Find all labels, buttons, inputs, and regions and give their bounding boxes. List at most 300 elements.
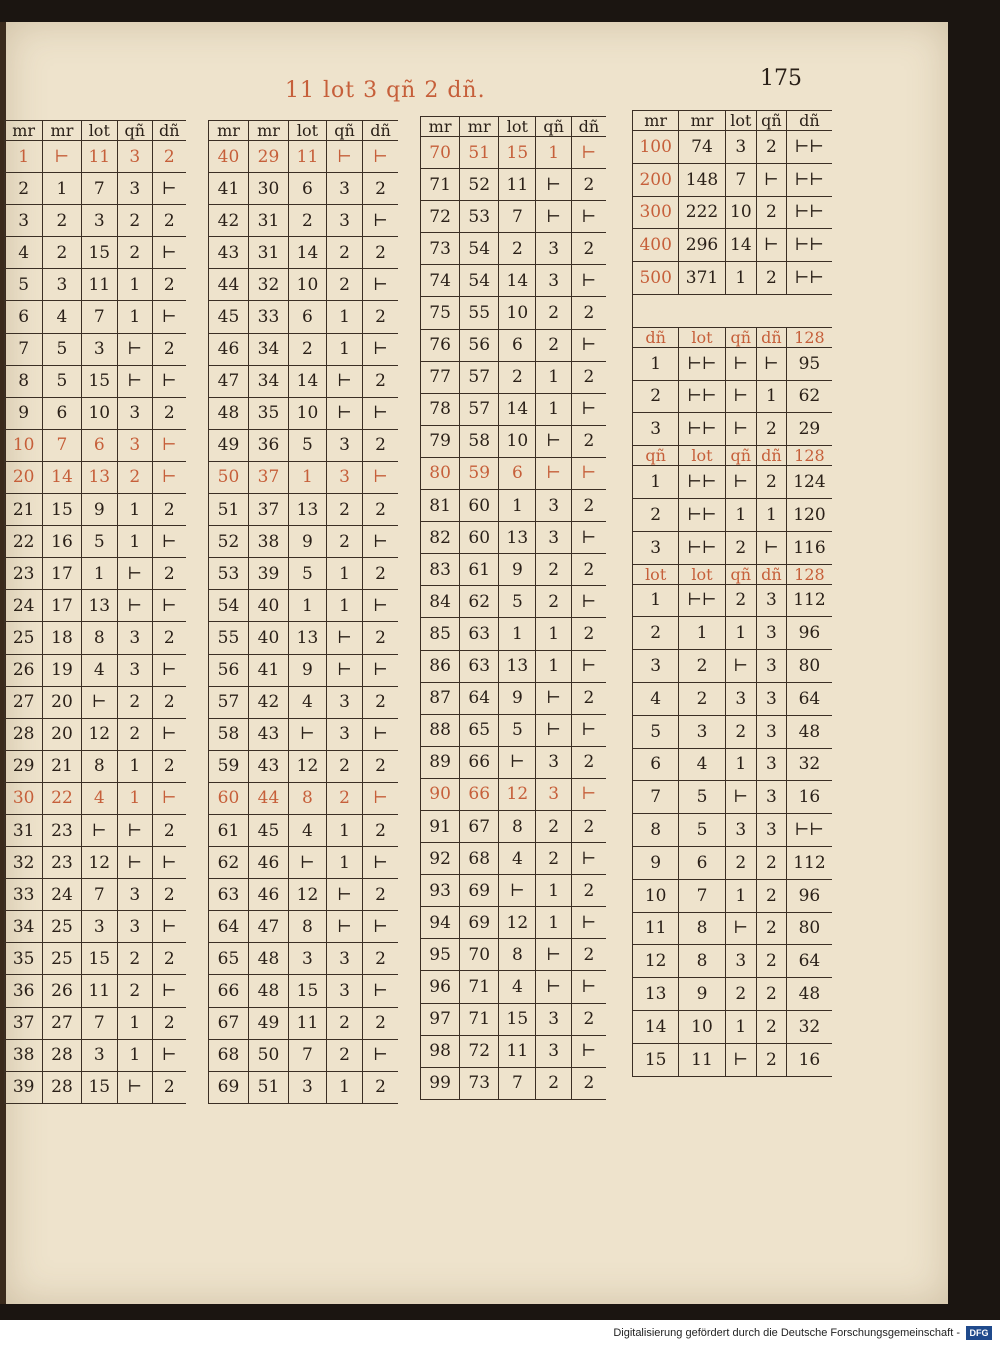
table-row [633,466,833,499]
table-cell: 15 [499,1003,536,1035]
table-cell: 3 [536,522,571,554]
table-cell: 2 [499,361,536,393]
table-cell: 1 [536,393,571,425]
table-row [421,618,607,650]
table-row [421,971,607,1003]
table-cell: ⊢ [536,201,571,233]
table-cell: 14 [633,1010,679,1043]
table-cell: 2 [363,301,398,333]
table-cell: 7 [81,301,117,333]
table-cell: 4 [288,814,326,846]
table-cell: 10 [499,297,536,329]
table-cell: 1 [117,1039,152,1071]
column-header: lot [679,327,725,347]
table-row [633,163,833,196]
table-cell: 4 [633,682,679,715]
table-cell: 76 [421,329,460,361]
table-cell: 2 [152,397,186,429]
table-cell: 26 [43,975,81,1007]
table-cell: ⊢ [571,522,606,554]
table-cell: ⊢⊢ [786,229,832,262]
table-cell: ⊢ [117,365,152,397]
table-cell: 10 [725,196,756,229]
table-cell: 400 [633,229,679,262]
table-cell: 99 [421,1067,460,1099]
table-cell: 46 [248,847,288,879]
table-cell: ⊢ [571,393,606,425]
table-header-row [209,121,399,141]
table-cell: ⊢⊢ [679,347,725,380]
table-cell: 2 [757,196,787,229]
table-cell: 2 [326,1039,362,1071]
table-cell: 50 [209,461,249,493]
column-header: qñ [725,327,756,347]
table-cell: ⊢ [117,814,152,846]
table-row [209,269,399,301]
section-header-row [633,564,833,584]
table-cell: 2 [757,466,787,499]
table-row [633,131,833,164]
table-row [421,137,607,169]
table-row [633,531,833,564]
table-cell: 2 [571,875,606,907]
table-cell: ⊢ [571,586,606,618]
table-row [209,141,399,173]
table-row [209,1007,399,1039]
table-cell: 27 [43,1007,81,1039]
table-cell: 86 [421,650,460,682]
table-cell: 3 [536,265,571,297]
table-cell: 80 [786,912,832,945]
table-cell: ⊢ [571,907,606,939]
table-cell: ⊢ [117,333,152,365]
table-row [209,879,399,911]
table-cell: 8 [499,939,536,971]
table-cell: 42 [248,686,288,718]
table-row [5,1039,187,1071]
column-header: lot [679,446,725,466]
table-cell: 15 [81,1071,117,1103]
table-cell: 2 [117,975,152,1007]
table-cell: 2 [757,262,787,295]
table-row [5,814,187,846]
table-cell: 17 [43,558,81,590]
table-cell: 84 [421,586,460,618]
table-cell: 7 [725,163,756,196]
table-cell: 2 [363,879,398,911]
table-cell: 3 [725,945,756,978]
table-cell: 66 [209,975,249,1007]
table-cell: 15 [633,1043,679,1076]
table-cell: 15 [288,975,326,1007]
table-cell: 35 [248,397,288,429]
table-row [209,429,399,461]
table-cell: 24 [5,590,43,622]
table-cell: 2 [363,1071,398,1103]
table-cell: 1 [499,618,536,650]
table-row [209,654,399,686]
table-cell: 2 [536,843,571,875]
table-cell: 3 [117,911,152,943]
table-row [633,715,833,748]
table-cell: ⊢ [363,269,398,301]
table-row [633,846,833,879]
table-cell: 79 [421,425,460,457]
table-cell: 2 [326,1007,362,1039]
table-row [209,494,399,526]
table-cell: 20 [43,718,81,750]
table-row [633,498,833,531]
table-cell: 6 [499,457,536,489]
table-row [5,975,187,1007]
table-cell: ⊢ [152,911,186,943]
table-cell: 78 [421,393,460,425]
table-row [5,622,187,654]
table-cell: 2 [571,233,606,265]
table-row [633,584,833,617]
table-cell: 3 [757,748,787,781]
table-cell: ⊢ [81,814,117,846]
table-cell: 11 [499,169,536,201]
table-row [209,622,399,654]
table-cell: 6 [288,173,326,205]
table-cell: 88 [421,714,460,746]
table-cell: ⊢ [81,686,117,718]
table-cell: 8 [679,945,725,978]
table-cell: ⊢ [326,879,362,911]
table-cell: 10 [81,397,117,429]
table-cell: 15 [499,137,536,169]
table-cell: 3 [725,682,756,715]
table-cell: 33 [248,301,288,333]
table-row [5,911,187,943]
table-row [5,750,187,782]
table-row [209,1039,399,1071]
table-cell: 5 [499,714,536,746]
table-cell: 95 [786,347,832,380]
table-cell: ⊢ [363,654,398,686]
table-cell: 2 [757,945,787,978]
table-cell: 1 [725,1010,756,1043]
column-header: mr [43,121,81,141]
table-cell: 23 [43,814,81,846]
table-cell: ⊢ [43,141,81,173]
table-cell: 2 [363,173,398,205]
table-cell: ⊢ [571,329,606,361]
table-cell: ⊢⊢ [786,163,832,196]
table-cell: 30 [5,782,43,814]
table-cell: ⊢ [571,778,606,810]
table-cell: 13 [499,650,536,682]
table-cell: 1 [117,301,152,333]
table-cell: 63 [460,618,499,650]
table-row [209,750,399,782]
table-cell: 51 [209,494,249,526]
table-cell: 4 [499,971,536,1003]
table-cell: ⊢ [117,1071,152,1103]
table-row [421,650,607,682]
table-cell: 1 [536,137,571,169]
table-cell: 2 [363,622,398,654]
table-cell: 2 [633,617,679,650]
table-cell: 6 [288,301,326,333]
table-cell: 2 [152,1007,186,1039]
table-cell: 29 [786,413,832,446]
table-cell: 2 [288,333,326,365]
table-cell: 56 [209,654,249,686]
table-cell: 15 [81,943,117,975]
table-header-row [633,111,833,131]
table-cell: 83 [421,554,460,586]
table-cell: 1 [536,361,571,393]
table-cell: 120 [786,498,832,531]
table-cell: 2 [363,558,398,590]
table-cell: 75 [421,297,460,329]
table-cell: 13 [633,978,679,1011]
table-cell: ⊢ [326,397,362,429]
table-cell: 39 [5,1071,43,1103]
table-cell: 98 [421,1035,460,1067]
table-row [633,413,833,446]
table-cell: 2 [757,846,787,879]
table-cell: 2 [571,1067,606,1099]
table-cell: 40 [248,622,288,654]
table-cell: 31 [5,814,43,846]
table-cell: 7 [81,173,117,205]
table-cell: 13 [499,522,536,554]
table-cell: 9 [499,682,536,714]
table-cell: 70 [460,939,499,971]
table-cell: 11 [288,141,326,173]
table-cell: 20 [5,461,43,493]
table-cell: ⊢ [499,875,536,907]
table-cell: 35 [5,943,43,975]
table-cell: 60 [460,490,499,522]
table-row [5,205,187,237]
table-cell: 9 [633,846,679,879]
table-cell: 68 [209,1039,249,1071]
column-header: qñ [757,111,787,131]
table-cell: 12 [81,718,117,750]
table-cell: ⊢⊢ [679,380,725,413]
table-header-row [5,121,187,141]
table-cell: 3 [757,682,787,715]
table-cell: 5 [5,269,43,301]
column-header: 128 [786,446,832,466]
table-cell: ⊢ [363,590,398,622]
table-row [633,781,833,814]
table-cell: 48 [786,715,832,748]
table-cell: 5 [288,429,326,461]
table-cell: 2 [152,494,186,526]
table-cell: 11 [81,269,117,301]
table-row [421,201,607,233]
table-cell: 1 [633,584,679,617]
table-cell: 49 [248,1007,288,1039]
table-row [5,333,187,365]
table-cell: 47 [248,911,288,943]
table-cell: 43 [248,750,288,782]
table-cell: 16 [43,526,81,558]
table-cell: 52 [460,169,499,201]
table-cell: 48 [248,975,288,1007]
table-cell: 24 [43,879,81,911]
column-header: dñ [757,327,787,347]
column-header: 128 [786,327,832,347]
column-header: mr [679,111,725,131]
table-cell: 2 [363,365,398,397]
table-cell: ⊢ [536,682,571,714]
table-cell: 8 [633,814,679,847]
column-header: mr [248,121,288,141]
table-cell: ⊢ [363,975,398,1007]
column-header: dñ [571,117,606,137]
table-row [5,847,187,879]
table-row [421,329,607,361]
table-row [421,1003,607,1035]
table-cell: 2 [152,1071,186,1103]
table-cell: 5 [288,558,326,590]
table-cell: ⊢ [152,461,186,493]
table-cell: 63 [209,879,249,911]
table-cell: ⊢ [363,461,398,493]
table-cell: 61 [209,814,249,846]
table-cell: 80 [421,457,460,489]
table-row [421,682,607,714]
table-cell: 3 [536,778,571,810]
table-cell: 48 [209,397,249,429]
table-cell: 1 [117,269,152,301]
column-header: qñ [117,121,152,141]
column-header: dñ [363,121,398,141]
table-cell: 10 [288,397,326,429]
table-cell: 2 [571,682,606,714]
table-cell: 30 [248,173,288,205]
table-cell: 37 [248,494,288,526]
table-cell: 2 [363,494,398,526]
table-row [209,301,399,333]
table-cell: 1 [117,494,152,526]
table-cell: 96 [786,879,832,912]
table-cell: 52 [209,526,249,558]
table-cell: 2 [5,173,43,205]
column-header: dñ [633,327,679,347]
table-cell: 4 [288,686,326,718]
table-cell: 80 [786,650,832,683]
table-cell: 9 [679,978,725,1011]
table-cell: 3 [326,975,362,1007]
table-cell: 2 [326,750,362,782]
table-row [209,814,399,846]
table-cell: 10 [679,1010,725,1043]
table-cell: 7 [679,879,725,912]
table-cell: 1 [117,782,152,814]
table-cell: 58 [209,718,249,750]
table-cell: 12 [633,945,679,978]
conversion-table-3 [420,116,606,1100]
table-cell: 148 [679,163,725,196]
table-row [421,522,607,554]
table-row [633,945,833,978]
table-cell: 2 [326,237,362,269]
dfg-logo: DFG [966,1326,992,1340]
table-cell: 5 [499,586,536,618]
table-cell: 3 [326,718,362,750]
table-cell: 3 [117,654,152,686]
table-cell: ⊢ [326,141,362,173]
table-cell: ⊢ [363,205,398,237]
table-cell: 55 [209,622,249,654]
table-cell: 2 [363,686,398,718]
table-cell: 51 [460,137,499,169]
table-cell: 89 [421,746,460,778]
table-cell: 70 [421,137,460,169]
table-row [5,237,187,269]
table-cell: ⊢ [152,301,186,333]
table-row [209,590,399,622]
column-header: dñ [786,111,832,131]
table-cell: 3 [117,429,152,461]
table-cell: 59 [460,457,499,489]
table-cell: 72 [460,1035,499,1067]
footer-bar [0,1320,1000,1348]
table-row [5,1071,187,1103]
table-cell: 15 [81,365,117,397]
table-cell: 2 [326,269,362,301]
table-row [421,778,607,810]
table-cell: 2 [326,494,362,526]
table-cell: 31 [248,205,288,237]
table-cell: 66 [460,746,499,778]
table-row [421,361,607,393]
table-cell: 8 [288,911,326,943]
table-cell: 45 [248,814,288,846]
table-cell: 62 [209,847,249,879]
table-cell: 2 [679,682,725,715]
column-header: mr [460,117,499,137]
table-cell: 72 [421,201,460,233]
table-cell: 40 [209,141,249,173]
table-cell: 2 [536,554,571,586]
table-cell: 2 [633,498,679,531]
table-cell: ⊢ [536,939,571,971]
table-cell: ⊢ [288,847,326,879]
table-row [633,748,833,781]
table-cell: 40 [248,590,288,622]
table-cell: ⊢ [536,169,571,201]
table-cell: 100 [633,131,679,164]
table-cell: 2 [363,814,398,846]
table-cell: 12 [499,778,536,810]
table-cell: 18 [43,622,81,654]
gap-cell [633,294,833,327]
table-cell: 65 [460,714,499,746]
table-cell: 2 [363,237,398,269]
table-row [421,265,607,297]
table-cell: ⊢ [536,971,571,1003]
table-cell: 67 [460,810,499,842]
table-cell: 36 [5,975,43,1007]
table-row [633,814,833,847]
table-cell: 2 [363,943,398,975]
table-cell: 26 [5,654,43,686]
table-cell: 2 [571,297,606,329]
table-cell: ⊢ [757,531,787,564]
table-cell: 1 [725,498,756,531]
table-cell: 2 [757,1043,787,1076]
table-cell: 2 [117,686,152,718]
table-cell: 71 [421,169,460,201]
